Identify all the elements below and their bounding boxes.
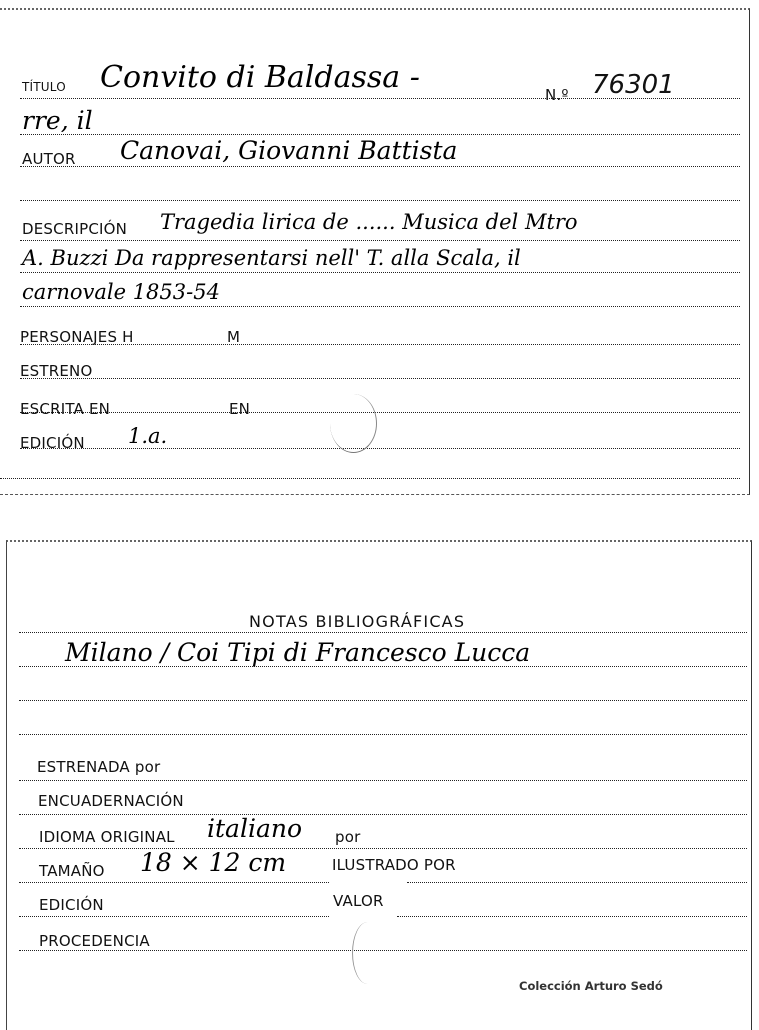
- catalog-card-top: [0, 8, 750, 495]
- descripcion-line1: Tragedia lirica de ...... Musica del Mtro: [160, 210, 578, 234]
- ruled-line: [407, 882, 747, 883]
- label-idioma-por: por: [335, 828, 361, 846]
- label-escrita-en-2: EN: [229, 400, 251, 418]
- ruled-line: [0, 478, 740, 479]
- label-valor: VALOR: [333, 892, 384, 910]
- ruled-line: [20, 378, 740, 379]
- ruled-line: [20, 448, 740, 449]
- titulo-line1: Convito di Baldassa -: [100, 60, 420, 95]
- ruled-line: [19, 848, 747, 849]
- label-estreno: ESTRENO: [20, 362, 93, 380]
- tamano-value: 18 × 12 cm: [140, 848, 287, 877]
- paper-smudge: [352, 922, 383, 984]
- paper-smudge: [330, 394, 377, 453]
- titulo-line2: rre, il: [22, 106, 93, 135]
- ruled-line: [20, 134, 740, 135]
- idioma-value: italiano: [207, 814, 302, 843]
- ruled-line: [20, 200, 740, 201]
- label-idioma: IDIOMA ORIGINAL: [39, 828, 175, 846]
- ruled-line: [19, 632, 747, 633]
- ruled-line: [20, 306, 740, 307]
- ruled-line: [19, 916, 329, 917]
- descripcion-line2: A. Buzzi Da rappresentarsi nell' T. alla Scala, il: [22, 246, 521, 270]
- ruled-line: [20, 166, 740, 167]
- label-tamano: TAMAÑO: [39, 862, 105, 880]
- ruled-line: [19, 814, 747, 815]
- catalog-number: 76301: [592, 70, 675, 100]
- notas-value: Milano / Coi Tipi di Francesco Lucca: [65, 638, 531, 667]
- ruled-line: [20, 272, 740, 273]
- label-autor: AUTOR: [22, 150, 76, 168]
- ruled-line: [19, 734, 747, 735]
- label-edicion: EDICIÓN: [20, 434, 85, 452]
- ruled-line: [397, 916, 747, 917]
- label-descripcion: DESCRIPCIÓN: [22, 220, 128, 238]
- catalog-card-bottom: [6, 540, 752, 1030]
- notas-heading: NOTAS BIBLIOGRÁFICAS: [249, 612, 466, 631]
- coleccion-stamp: Colección Arturo Sedó: [519, 979, 663, 993]
- label-escrita-en: ESCRITA EN: [20, 400, 111, 418]
- label-encuadernacion: ENCUADERNACIÓN: [38, 792, 184, 810]
- ruled-line: [19, 950, 747, 951]
- ruled-line: [19, 700, 747, 701]
- label-estrenada: ESTRENADA por: [37, 758, 161, 776]
- ruled-line: [20, 240, 740, 241]
- label-edicion-2: EDICIÓN: [39, 896, 104, 914]
- ruled-line: [19, 882, 329, 883]
- number-label: N.º: [545, 86, 569, 104]
- label-titulo: TÍTULO: [22, 80, 66, 94]
- label-personajes-m: M: [227, 328, 241, 346]
- ruled-line: [20, 412, 740, 413]
- descripcion-line3: carnovale 1853-54: [22, 280, 220, 304]
- edicion-value: 1.a.: [128, 424, 168, 448]
- ruled-line: [19, 780, 747, 781]
- label-personajes: PERSONAJES H: [20, 328, 134, 346]
- label-procedencia: PROCEDENCIA: [39, 932, 150, 950]
- autor-value: Canovai, Giovanni Battista: [120, 136, 458, 165]
- label-ilustrado: ILUSTRADO POR: [332, 856, 456, 874]
